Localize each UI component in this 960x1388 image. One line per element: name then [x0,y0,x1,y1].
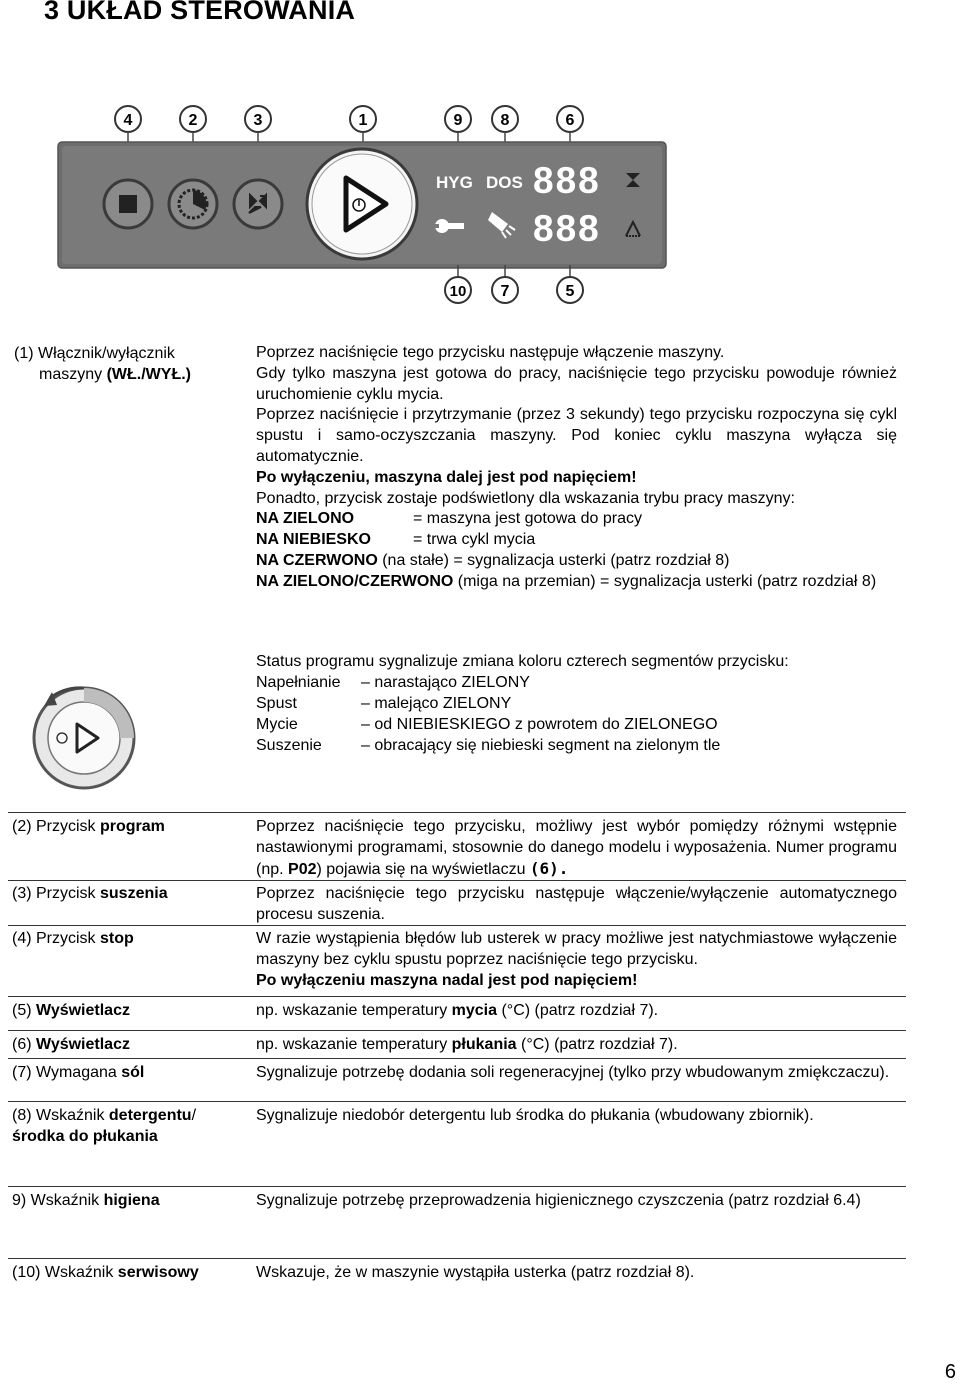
row-6-label: (6) Wyświetlacz [12,1036,130,1053]
divider [8,1186,906,1187]
divider [8,1058,906,1059]
svg-text:9: 9 [453,112,463,129]
row-5-description: np. wskazanie temperatury mycia (°C) (patrz rozdział 7). [256,1002,659,1019]
program-dial-icon [169,180,217,228]
row-2-description: Poprzez naciśnięcie tego przycisku, możliwy jest wybór pomiędzy różnymi wstępnie nastawionymi programami, stosownie do danego modelu i wyposażenia. Numer programu (np. P02) pojawia się na wyświetlaczu (6). [256,818,897,878]
status-drain: Spust – malejąco ZIELONY [256,695,512,712]
svg-text:7: 7 [500,283,510,300]
row-4-label: (4) Przycisk stop [12,930,134,947]
svg-text:6: 6 [565,112,575,129]
hyg-label: HYG [436,173,473,192]
paragraph: Ponadto, przycisk zostaje podświetlony dla wskazania trybu pracy maszyny: [256,489,795,507]
svg-text:10: 10 [449,283,467,300]
callout-5 [557,265,583,303]
row-5-label: (5) Wyświetlacz [12,1002,130,1019]
section-1-label: (1) Włącznik/wyłącznik maszyny (WŁ./WYŁ.) [14,345,191,383]
display-6: 888 [533,160,601,201]
power-triangle-icon [307,149,417,259]
callout-10 [445,265,471,303]
svg-text:2: 2 [188,112,198,129]
paragraph: Poprzez naciśnięcie i przytrzymanie (przez 3 sekundy) tego przycisku rozpoczyna się cykl spustu i samo-oczyszczania maszyny. Pod koniec cyklu maszyna wyłącza się automatycznie. [256,406,897,465]
color-state-green: NA ZIELONO = maszyna jest gotowa do pracy [256,510,643,528]
callout-7 [492,265,518,303]
row-7-description: Sygnalizuje potrzebę dodania soli regeneracyjnej (tylko przy wbudowanym zmiękczaczu). [256,1064,890,1081]
status-filling: Napełnianie – narastająco ZIELONY [256,674,530,691]
paragraph: Poprzez naciśnięcie tego przycisku następuje włączenie maszyny. [256,344,725,361]
status-wash: Mycie – od NIEBIESKIEGO z powrotem do ZIELONEGO [256,716,718,733]
divider [8,812,906,813]
row-8-description: Sygnalizuje niedobór detergentu lub środka do płukania (wbudowany zbiornik). [256,1107,814,1124]
paragraph: Gdy tylko maszyna jest gotowa do pracy, naciśnięcie tego przycisku powoduje również uruchomienie cyklu mycia. [256,364,897,403]
page-number: 6 [944,1361,956,1383]
row-10-label: (10) Wskaźnik serwisowy [12,1264,199,1281]
divider [8,996,906,997]
divider [8,1101,906,1102]
status-drying: Suszenie – obracający się niebieski segment na zielonym tle [256,737,721,754]
display-5: 888 [533,208,601,249]
row-6-description: np. wskazanie temperatury płukania (°C) (patrz rozdział 7). [256,1036,678,1053]
svg-text:3: 3 [253,112,263,129]
row-3-description: Poprzez naciśnięcie tego przycisku następuje włączenie/wyłączenie automatycznego procesu suszenia. [256,885,897,923]
divider [8,1258,906,1259]
status-button-illustration [30,680,140,795]
row-3-label: (3) Przycisk suszenia [12,885,168,902]
row-7-label: (7) Wymagana sól [12,1064,145,1081]
svg-text:4: 4 [123,112,133,129]
svg-text:1: 1 [358,112,368,129]
stop-square-icon [104,180,152,228]
dos-label: DOS [486,173,523,192]
color-state-green-red: NA ZIELONO/CZERWONO (miga na przemian) = sygnalizacja usterki (patrz rozdział 8) [256,572,877,590]
warning-text: Po wyłączeniu, maszyna dalej jest pod napięciem! [256,468,637,486]
row-10-description: Wskazuje, że w maszynie wystąpiła usterka (patrz rozdział 8). [256,1264,695,1281]
row-9-description: Sygnalizuje potrzebę przeprowadzenia higienicznego czyszczenia (patrz rozdział 6.4) [256,1192,861,1209]
row-2-label: (2) Przycisk program [12,818,165,835]
section-1-description [256,343,897,593]
control-panel-diagram [50,100,680,310]
status-description: Status programu sygnalizuje zmiana koloru czterech segmentów przycisku: Napełnianie – narastająco ZIELONY Spust – malejąco ZIELONY Mycie – od NIEBIESKIEGO z powrotem do ZIELONEGO Suszenie – obracający się niebieski segment na zielonym tle [256,651,897,756]
svg-text:5: 5 [565,283,575,300]
row-9-label: 9) Wskaźnik higiena [12,1192,160,1209]
drying-fan-icon [234,180,282,228]
row-4-description: W razie wystąpienia błędów lub usterek w pracy możliwe jest natychmiastowe wyłączenie maszyny bez cyklu spustu poprzez naciśnięcie tego przycisku. Po wyłączeniu maszyna nadal jest pod napięciem! [256,930,897,989]
section-title: 3 UKŁAD STEROWANIA [44,0,356,25]
color-state-blue: NA NIEBIESKO = trwa cykl mycia [256,531,536,549]
divider [8,880,906,881]
divider [8,925,906,926]
svg-text:8: 8 [500,112,510,129]
divider [8,1030,906,1031]
row-8-label: (8) Wskaźnik detergentu/ środka do płukania [12,1107,197,1145]
color-state-red: NA CZERWONO (na stałe) = sygnalizacja usterki (patrz rozdział 8) [256,551,730,569]
